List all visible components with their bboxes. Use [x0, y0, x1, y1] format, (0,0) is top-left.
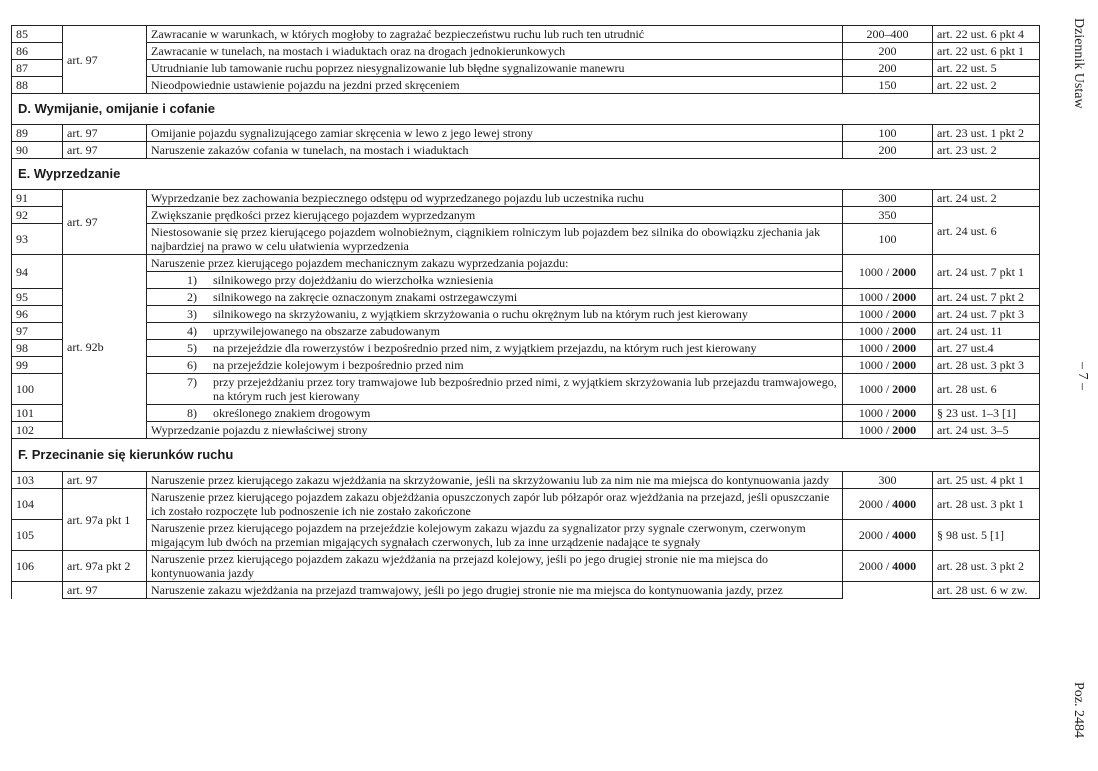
regulation-reference: art. 28 ust. 6 w zw. — [933, 582, 1040, 599]
item-number: 7) — [187, 375, 197, 389]
section-heading-row — [12, 439, 1040, 472]
item-text: silnikowego przy dojeżdżaniu do wierzchołka wzniesienia — [213, 273, 494, 287]
offence-description: Zawracanie w tunelach, na mostach i wiaduktach oraz na drogach jednokierunkowych — [147, 43, 843, 60]
offence-description: Nieodpowiednie ustawienie pojazdu na jezdni przed skręceniem — [147, 77, 843, 94]
offence-description: Zawracanie w warunkach, w których mogłoby to zagrażać bezpieczeństwu ruchu lub ruch ten utrudnić — [147, 26, 843, 43]
legal-basis: art. 97 — [63, 190, 147, 255]
fine-separator: / — [882, 406, 893, 420]
fine-amount — [843, 405, 933, 422]
table-row — [12, 255, 1040, 272]
regulation-reference: art. 24 ust. 3–5 — [933, 422, 1040, 439]
fine-amount — [843, 255, 933, 289]
row-number: 86 — [12, 43, 63, 60]
regulation-reference: art. 24 ust. 2 — [933, 190, 1040, 207]
fine-separator: / — [882, 423, 893, 437]
fine-amount — [843, 306, 933, 323]
fine-base: 2000 — [858, 559, 883, 573]
item-text: silnikowego na zakręcie oznaczonym znakami ostrzegawczymi — [213, 290, 518, 304]
fine-base: 1000 — [858, 290, 883, 304]
fine-amount: 200–400 — [843, 26, 933, 43]
regulation-reference: art. 28 ust. 3 pkt 2 — [933, 551, 1040, 582]
fine-amount: 300 — [843, 190, 933, 207]
fine-separator: / — [882, 358, 893, 372]
offence-description — [147, 323, 843, 340]
page-number: – 7 – — [1075, 362, 1090, 390]
fine-base: 1000 — [858, 307, 883, 321]
item-number: 1) — [187, 273, 197, 287]
regulation-reference: art. 24 ust. 6 — [933, 207, 1040, 255]
offence-description: Niestosowanie się przez kierującego pojazdem wolnobieżnym, ciągnikiem rolniczym lub pojazdem bez silnika do obowiązku zjechania jak najbardziej na prawo w celu ułatwienia wyprzedzenia — [147, 224, 843, 255]
fine-amount — [843, 357, 933, 374]
row-number: 106 — [12, 551, 63, 582]
fine-base: 1000 — [858, 358, 883, 372]
fine-repeat: 2000 — [892, 382, 917, 396]
fine-base: 1000 — [858, 264, 883, 279]
row-number: 93 — [12, 224, 63, 255]
table-row — [12, 357, 1040, 374]
fine-repeat: 2000 — [892, 307, 917, 321]
row-number: 88 — [12, 77, 63, 94]
regulation-reference: art. 23 ust. 2 — [933, 142, 1040, 159]
offence-description: Naruszenie przez kierującego pojazdem zakazu wjeżdżania na przejazd kolejowy, jeśli po jego drugiej stronie nie ma miejsca do kontynuowania jazdy — [147, 551, 843, 582]
table-row — [12, 60, 1040, 77]
fine-repeat: 2000 — [892, 406, 917, 420]
row-number: 90 — [12, 142, 63, 159]
fine-amount — [843, 374, 933, 405]
section-heading-e: E. Wyprzedzanie — [12, 159, 1040, 190]
legal-basis: art. 92b — [63, 255, 147, 439]
offence-description: Wyprzedzanie pojazdu z niewłaściwej strony — [147, 422, 843, 439]
fine-base: 2000 — [858, 497, 883, 511]
regulation-reference: art. 24 ust. 7 pkt 1 — [933, 255, 1040, 289]
fine-amount — [843, 582, 933, 599]
fine-amount: 100 — [843, 125, 933, 142]
table-row — [12, 125, 1040, 142]
table-row — [12, 190, 1040, 207]
fine-separator: / — [882, 324, 893, 338]
item-number: 3) — [187, 307, 197, 321]
table-row — [12, 26, 1040, 43]
fine-base: 1000 — [858, 406, 883, 420]
fine-amount: 100 — [843, 224, 933, 255]
table-row — [12, 77, 1040, 94]
row-number: 99 — [12, 357, 63, 374]
item-number: 2) — [187, 290, 197, 304]
fine-base: 1000 — [858, 382, 883, 396]
fine-amount: 200 — [843, 142, 933, 159]
row-number: 105 — [12, 520, 63, 551]
fines-table — [11, 25, 1040, 599]
offence-description — [147, 374, 843, 405]
item-number: 5) — [187, 341, 197, 355]
section-heading-f: F. Przecinanie się kierunków ruchu — [12, 439, 1040, 472]
fine-amount: 200 — [843, 60, 933, 77]
regulation-reference: art. 22 ust. 2 — [933, 77, 1040, 94]
fine-separator: / — [882, 497, 893, 511]
table-row — [12, 472, 1040, 489]
offence-description — [147, 289, 843, 306]
legal-basis: art. 97 — [63, 472, 147, 489]
fine-base: 1000 — [858, 324, 883, 338]
legal-basis: art. 97a pkt 2 — [63, 551, 147, 582]
regulation-reference: art. 27 ust.4 — [933, 340, 1040, 357]
table-row — [12, 306, 1040, 323]
item-text: na przejeździe dla rowerzystów i bezpośrednio przed nim, z wyjątkiem przejazdu, na którym ruch jest kierowany — [213, 341, 757, 355]
item-text: na przejeździe kolejowym i bezpośrednio przed nim — [213, 358, 464, 372]
offence-description: Naruszenie zakazu wjeżdżania na przejazd tramwajowy, jeśli po jego drugiej stronie nie ma miejsca do kontynuowania jazdy, przez — [147, 582, 843, 599]
offence-description — [147, 405, 843, 422]
table-row — [12, 489, 1040, 520]
table-row — [12, 289, 1040, 306]
fine-separator: / — [882, 290, 893, 304]
regulation-reference: art. 23 ust. 1 pkt 2 — [933, 125, 1040, 142]
fine-repeat: 2000 — [892, 324, 917, 338]
offence-description: Zwiększanie prędkości przez kierującego pojazdem wyprzedzanym — [147, 207, 843, 224]
regulation-reference: art. 28 ust. 3 pkt 1 — [933, 489, 1040, 520]
offence-description — [147, 340, 843, 357]
row-number: 104 — [12, 489, 63, 520]
legal-basis: art. 97 — [63, 582, 147, 599]
journal-title: Dziennik Ustaw — [1071, 18, 1086, 109]
regulation-reference: art. 22 ust. 6 pkt 4 — [933, 26, 1040, 43]
fine-repeat: 4000 — [892, 497, 917, 511]
row-number: 96 — [12, 306, 63, 323]
item-number: 4) — [187, 324, 197, 338]
fine-repeat: 2000 — [892, 358, 917, 372]
row-number: 100 — [12, 374, 63, 405]
offence-description: Wyprzedzanie bez zachowania bezpiecznego odstępu od wyprzedzanego pojazdu lub uczestnika ruchu — [147, 190, 843, 207]
fine-amount — [843, 422, 933, 439]
fine-separator: / — [882, 559, 893, 573]
fine-amount — [843, 551, 933, 582]
regulation-reference: art. 24 ust. 11 — [933, 323, 1040, 340]
row-number: 95 — [12, 289, 63, 306]
item-number: 6) — [187, 358, 197, 372]
fine-amount: 300 — [843, 472, 933, 489]
fine-base: 1000 — [858, 423, 883, 437]
fine-separator: / — [882, 528, 893, 542]
regulation-reference: art. 24 ust. 7 pkt 3 — [933, 306, 1040, 323]
offence-description: Utrudnianie lub tamowanie ruchu poprzez niesygnalizowanie lub błędne sygnalizowanie manewru — [147, 60, 843, 77]
fine-amount: 200 — [843, 43, 933, 60]
fine-separator: / — [882, 307, 893, 321]
offence-description: Naruszenie przez kierującego pojazdem na przejeździe kolejowym zakazu wjazdu za sygnalizator przy sygnale czerwonym, czerwonym migającym lub dwóch na przemian migających sygnałach czerwonych, lub za inne urządzenie nadające te sygnały — [147, 520, 843, 551]
table-row — [12, 551, 1040, 582]
table-row — [12, 43, 1040, 60]
legal-basis: art. 97 — [63, 26, 147, 94]
table-row — [12, 340, 1040, 357]
table-row — [12, 207, 1040, 224]
row-number: 87 — [12, 60, 63, 77]
offence-description — [147, 272, 843, 289]
row-number: 94 — [12, 255, 63, 289]
fine-separator: / — [882, 264, 893, 279]
fine-amount — [843, 489, 933, 520]
fine-amount: 150 — [843, 77, 933, 94]
fine-repeat: 2000 — [892, 290, 917, 304]
fine-base: 2000 — [858, 528, 883, 542]
offence-description: Naruszenie przez kierującego pojazdem zakazu objeżdżania opuszczonych zapór lub półzapór oraz wjeżdżania na przejazd, jeśli opuszczanie ich zostało rozpoczęte lub podnoszenie ich nie zostało zakończone — [147, 489, 843, 520]
legal-basis: art. 97 — [63, 142, 147, 159]
table-row — [12, 405, 1040, 422]
offence-description: Naruszenie zakazów cofania w tunelach, na mostach i wiaduktach — [147, 142, 843, 159]
fine-amount — [843, 520, 933, 551]
table-row — [12, 422, 1040, 439]
row-number: 92 — [12, 207, 63, 224]
regulation-reference: § 98 ust. 5 [1] — [933, 520, 1040, 551]
offence-description: Naruszenie przez kierującego zakazu wjeżdżania na skrzyżowanie, jeśli na skrzyżowaniu lub za nim nie ma miejsca do kontynuowania jazdy — [147, 472, 843, 489]
table-row — [12, 142, 1040, 159]
row-number: 85 — [12, 26, 63, 43]
section-heading-row — [12, 159, 1040, 190]
fine-separator: / — [882, 382, 893, 396]
table-row — [12, 224, 1040, 255]
item-text: silnikowego na skrzyżowaniu, z wyjątkiem skrzyżowania o ruchu okrężnym lub na którym ruch jest kierowany — [213, 307, 748, 321]
fine-separator: / — [882, 341, 893, 355]
offence-description — [147, 357, 843, 374]
item-number: 8) — [187, 406, 197, 420]
regulation-reference: art. 28 ust. 6 — [933, 374, 1040, 405]
item-text: uprzywilejowanego na obszarze zabudowanym — [213, 324, 440, 338]
item-text: przy przejeżdżaniu przez tory tramwajowe lub bezpośrednio przed nimi, z wyjątkiem skrzyżowania lub przejazdu tramwajowego, na którym ruch jest kierowany — [213, 375, 837, 403]
table-row — [12, 582, 1040, 599]
row-number: 98 — [12, 340, 63, 357]
regulation-reference: art. 22 ust. 5 — [933, 60, 1040, 77]
table-row — [12, 323, 1040, 340]
regulation-reference: § 23 ust. 1–3 [1] — [933, 405, 1040, 422]
row-number — [12, 582, 63, 599]
fine-amount — [843, 289, 933, 306]
fine-base: 1000 — [858, 341, 883, 355]
fine-amount — [843, 340, 933, 357]
offence-description — [147, 306, 843, 323]
row-number: 97 — [12, 323, 63, 340]
regulation-reference: art. 22 ust. 6 pkt 1 — [933, 43, 1040, 60]
regulation-reference: art. 28 ust. 3 pkt 3 — [933, 357, 1040, 374]
regulation-reference: art. 24 ust. 7 pkt 2 — [933, 289, 1040, 306]
offence-description: Omijanie pojazdu sygnalizującego zamiar skręcenia w lewo z jego lewej strony — [147, 125, 843, 142]
fine-repeat: 4000 — [892, 528, 917, 542]
section-heading-row — [12, 94, 1040, 125]
fine-repeat: 2000 — [892, 341, 917, 355]
table-row — [12, 374, 1040, 405]
table-row — [12, 520, 1040, 551]
fine-amount — [843, 323, 933, 340]
fine-amount: 350 — [843, 207, 933, 224]
legal-basis: art. 97a pkt 1 — [63, 489, 147, 551]
row-number: 103 — [12, 472, 63, 489]
row-number: 102 — [12, 422, 63, 439]
item-text: określonego znakiem drogowym — [213, 406, 371, 420]
legal-basis: art. 97 — [63, 125, 147, 142]
fine-repeat: 2000 — [892, 264, 917, 279]
row-number: 89 — [12, 125, 63, 142]
position-number: Poz. 2484 — [1071, 682, 1086, 738]
regulation-reference: art. 25 ust. 4 pkt 1 — [933, 472, 1040, 489]
section-heading-d: D. Wymijanie, omijanie i cofanie — [12, 94, 1040, 125]
row-number: 101 — [12, 405, 63, 422]
fine-repeat: 4000 — [892, 559, 917, 573]
row-number: 91 — [12, 190, 63, 207]
fine-repeat: 2000 — [892, 423, 917, 437]
offence-intro: Naruszenie przez kierującego pojazdem mechanicznym zakazu wyprzedzania pojazdu: — [147, 255, 843, 272]
